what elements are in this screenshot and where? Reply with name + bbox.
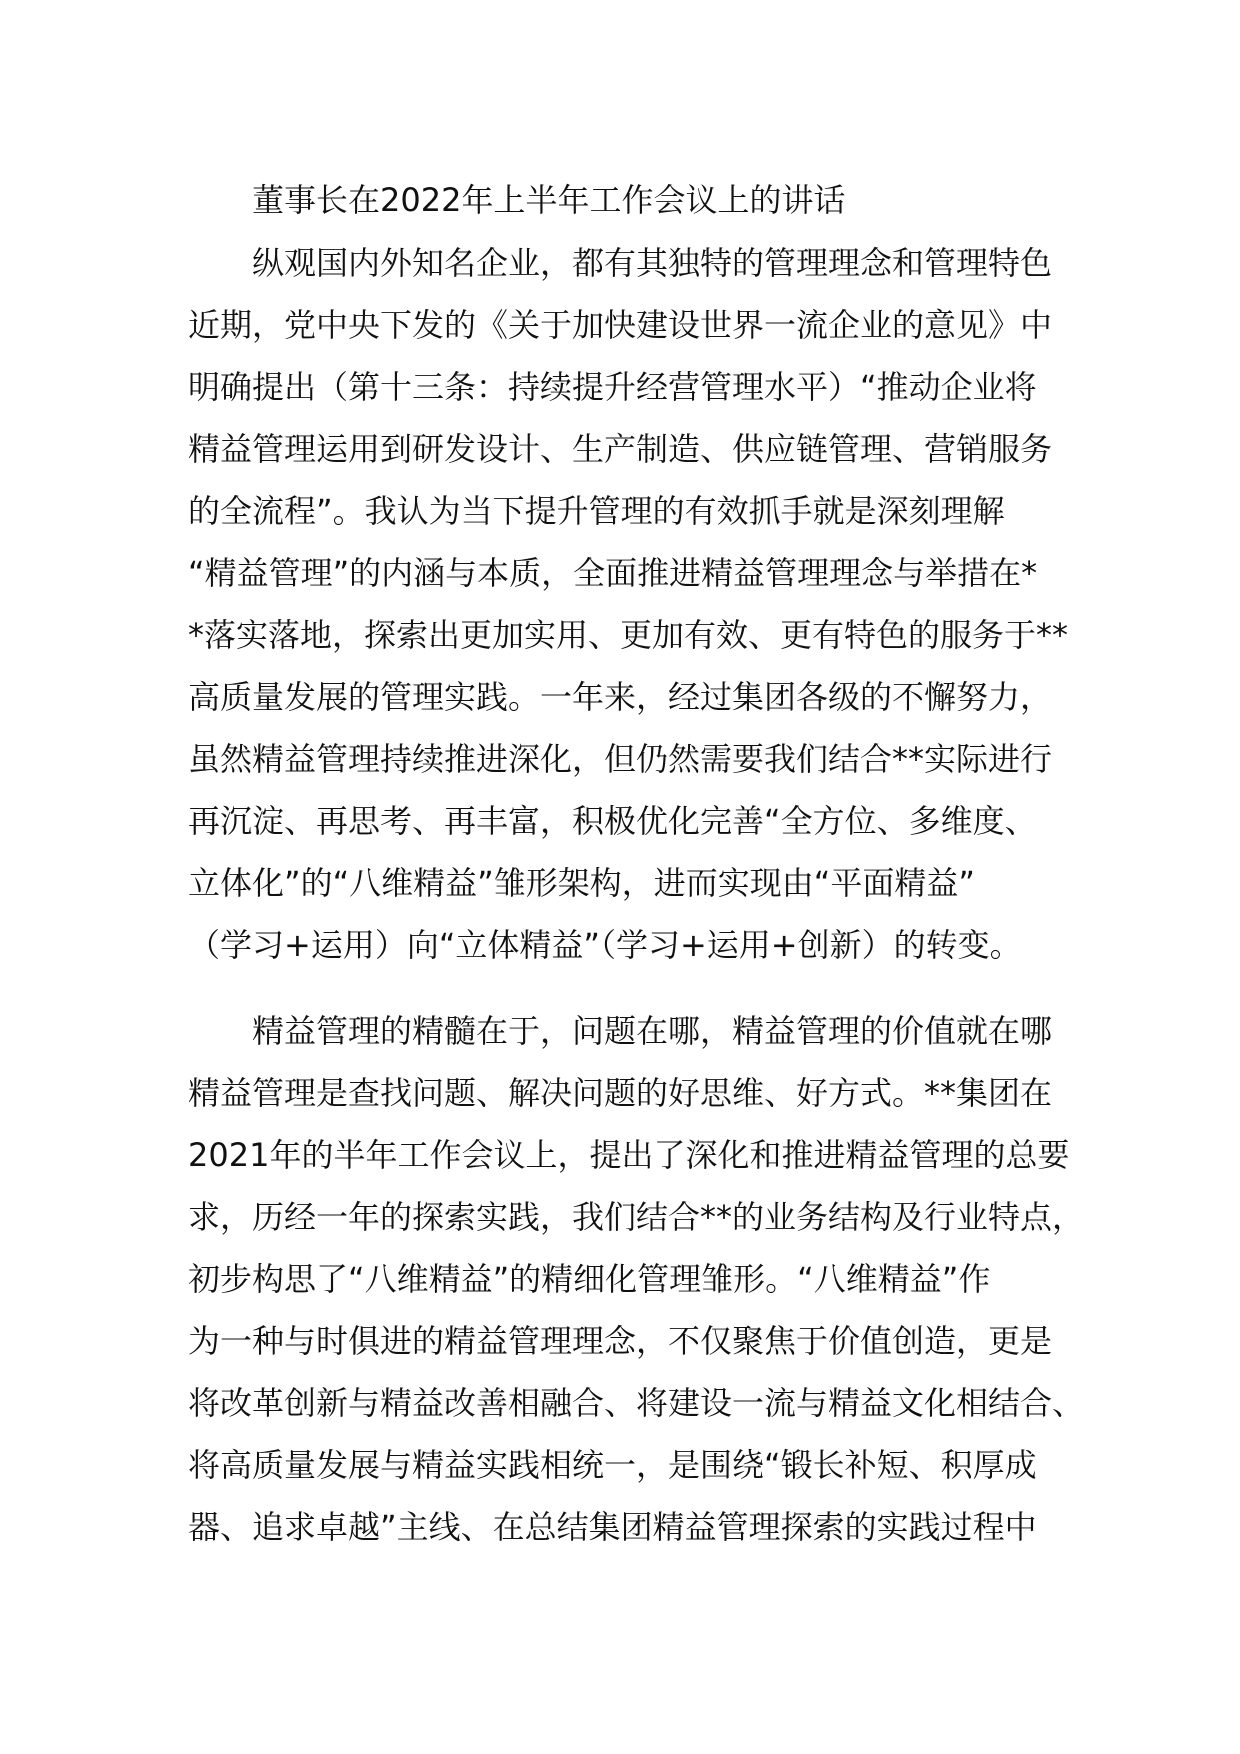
text-line: 将高质量发展与精益实践相统一，是围绕“锻长补短、积厚成 xyxy=(188,1446,1037,1484)
text-line: 纵观国内外知名企业，都有其独特的管理理念和管理特色 xyxy=(252,244,1053,282)
text-line: 的全流程”。我认为当下提升管理的有效抓手就是深刻理解 xyxy=(188,492,1005,530)
text-line: 初步构思了“八维精益”的精细化管理雏形。“八维精益”作 xyxy=(188,1260,991,1298)
text-line: 2021年的半年工作会议上，提出了深化和推进精益管理的总要 xyxy=(188,1136,1070,1174)
text-line: 近期，党中央下发的《关于加快建设世界一流企业的意见》中 xyxy=(188,306,1053,344)
text-line: 精益管理是查找问题、解决问题的好思维、好方式。**集团在 xyxy=(188,1074,1053,1112)
text-line: （学习+运用）向“立体精益”（学习+运用+创新）的转变。 xyxy=(188,926,1022,964)
text-line: 明确提出（第十三条：持续提升经营管理水平）“推动企业将 xyxy=(188,368,1037,406)
text-line: 为一种与时俱进的精益管理理念，不仅聚焦于价值创造，更是 xyxy=(188,1322,1053,1360)
text-line: 立体化”的“八维精益”雏形架构，进而实现由“平面精益” xyxy=(188,864,975,902)
text-line: 器、追求卓越”主线、在总结集团精益管理探索的实践过程中 xyxy=(188,1508,1037,1546)
text-line: *落实落地，探索出更加实用、更加有效、更有特色的服务于** xyxy=(188,616,1069,654)
text-line: “精益管理”的内涵与本质，全面推进精益管理理念与举措在* xyxy=(188,554,1038,592)
text-line: 精益管理运用到研发设计、生产制造、供应链管理、营销服务 xyxy=(188,430,1053,468)
text-line: 精益管理的精髓在于，问题在哪，精益管理的价值就在哪 xyxy=(252,1012,1053,1050)
text-line: 虽然精益管理持续推进深化，但仍然需要我们结合**实际进行 xyxy=(188,740,1053,778)
document-title: 董事长在2022年上半年工作会议上的讲话 xyxy=(252,181,846,219)
text-line: 将改革创新与精益改善相融合、将建设一流与精益文化相结合、 xyxy=(188,1384,1085,1422)
text-line: 再沉淀、再思考、再丰富，积极优化完善“全方位、多维度、 xyxy=(188,802,1037,840)
text-line: 求，历经一年的探索实践，我们结合**的业务结构及行业特点， xyxy=(188,1198,1085,1236)
text-line: 高质量发展的管理实践。一年来，经过集团各级的不懈努力， xyxy=(188,678,1053,716)
